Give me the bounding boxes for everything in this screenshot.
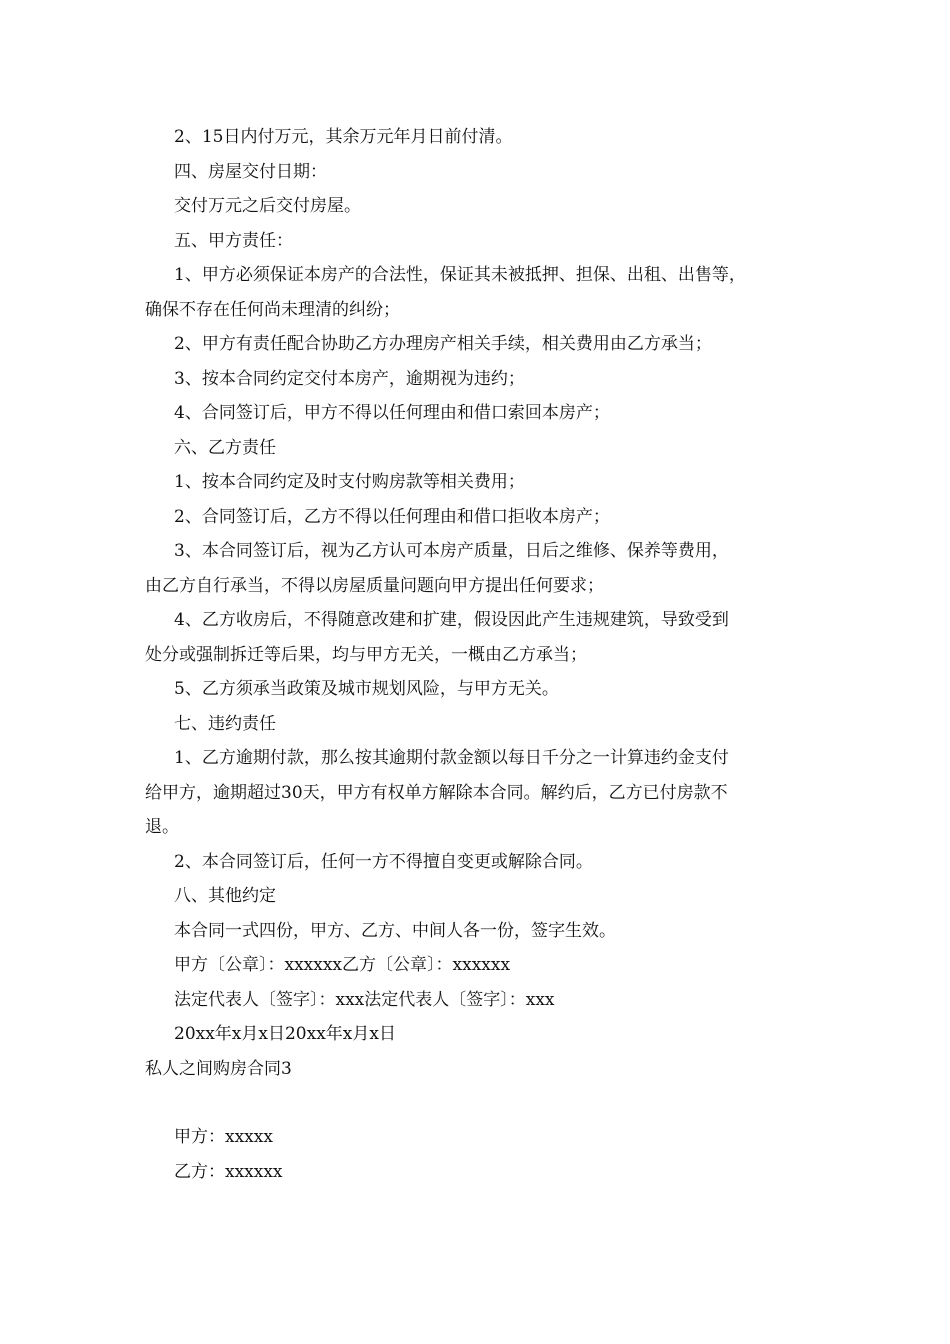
- document-body: [145, 120, 810, 1189]
- text-line: 退。: [145, 817, 179, 837]
- signature-line-seal: 甲方〔公章〕：xxxxxx乙方〔公章〕：xxxxxx: [174, 955, 511, 975]
- text-line: 3、按本合同约定交付本房产，逾期视为违约；: [174, 368, 525, 389]
- section-heading: 八、其他约定: [174, 886, 276, 906]
- text-line: 处分或强制拆迁等后果，均与甲方无关，一概由乙方承当；: [145, 644, 587, 665]
- text-line: 2、甲方有责任配合协助乙方办理房产相关手续，相关费用由乙方承当；: [174, 334, 712, 354]
- section-heading: 四、房屋交付日期：: [174, 161, 327, 182]
- section-heading: 七、违约责任: [174, 713, 276, 734]
- text-line: 5、乙方须承当政策及城市规划风险，与甲方无关。: [174, 679, 559, 699]
- text-line: 2、合同签订后，乙方不得以任何理由和借口拒收本房产；: [174, 506, 610, 527]
- text-line: 3、本合同签订后，视为乙方认可本房产质量，日后之维修、保养等费用，: [174, 541, 729, 561]
- text-line: 1、乙方逾期付款，那么按其逾期付款金额以每日千分之一计算违约金支付: [174, 748, 729, 768]
- text-line: 由乙方自行承当，不得以房屋质量问题向甲方提出任何要求；: [145, 575, 604, 596]
- text-line: 交付万元之后交付房屋。: [174, 196, 361, 216]
- section-heading: 六、乙方责任: [174, 437, 276, 458]
- text-line: 1、甲方必须保证本房产的合法性，保证其未被抵押、担保、出租、出售等，: [174, 265, 746, 285]
- document-title: 私人之间购房合同3: [145, 1058, 292, 1079]
- section-heading: 五、甲方责任：: [174, 230, 293, 251]
- party-a-line: 甲方：xxxxx: [174, 1127, 273, 1147]
- text-line: 本合同一式四份，甲方、乙方、中间人各一份，签字生效。: [174, 920, 616, 941]
- text-line: 确保不存在任何尚未理清的纠纷；: [145, 299, 400, 320]
- text-line: 2、15日内付万元，其余万元年月日前付清。: [174, 127, 513, 147]
- signature-line-date: 20xx年x月x日20xx年x月x日: [174, 1024, 396, 1044]
- party-b-line: 乙方：xxxxxx: [174, 1161, 283, 1182]
- text-line: 给甲方，逾期超过30天，甲方有权单方解除本合同。解约后，乙方已付房款不: [145, 782, 728, 803]
- signature-line-representative: 法定代表人〔签字〕：xxx法定代表人〔签字〕：xxx: [174, 989, 555, 1010]
- text-line: 2、本合同签订后，任何一方不得擅自变更或解除合同。: [174, 851, 593, 872]
- text-line: 4、合同签订后，甲方不得以任何理由和借口索回本房产；: [174, 403, 610, 423]
- text-line: 4、乙方收房后，不得随意改建和扩建，假设因此产生违规建筑，导致受到: [174, 610, 729, 630]
- blank-line: [145, 1086, 810, 1120]
- text-line: 1、按本合同约定及时支付购房款等相关费用；: [174, 472, 525, 492]
